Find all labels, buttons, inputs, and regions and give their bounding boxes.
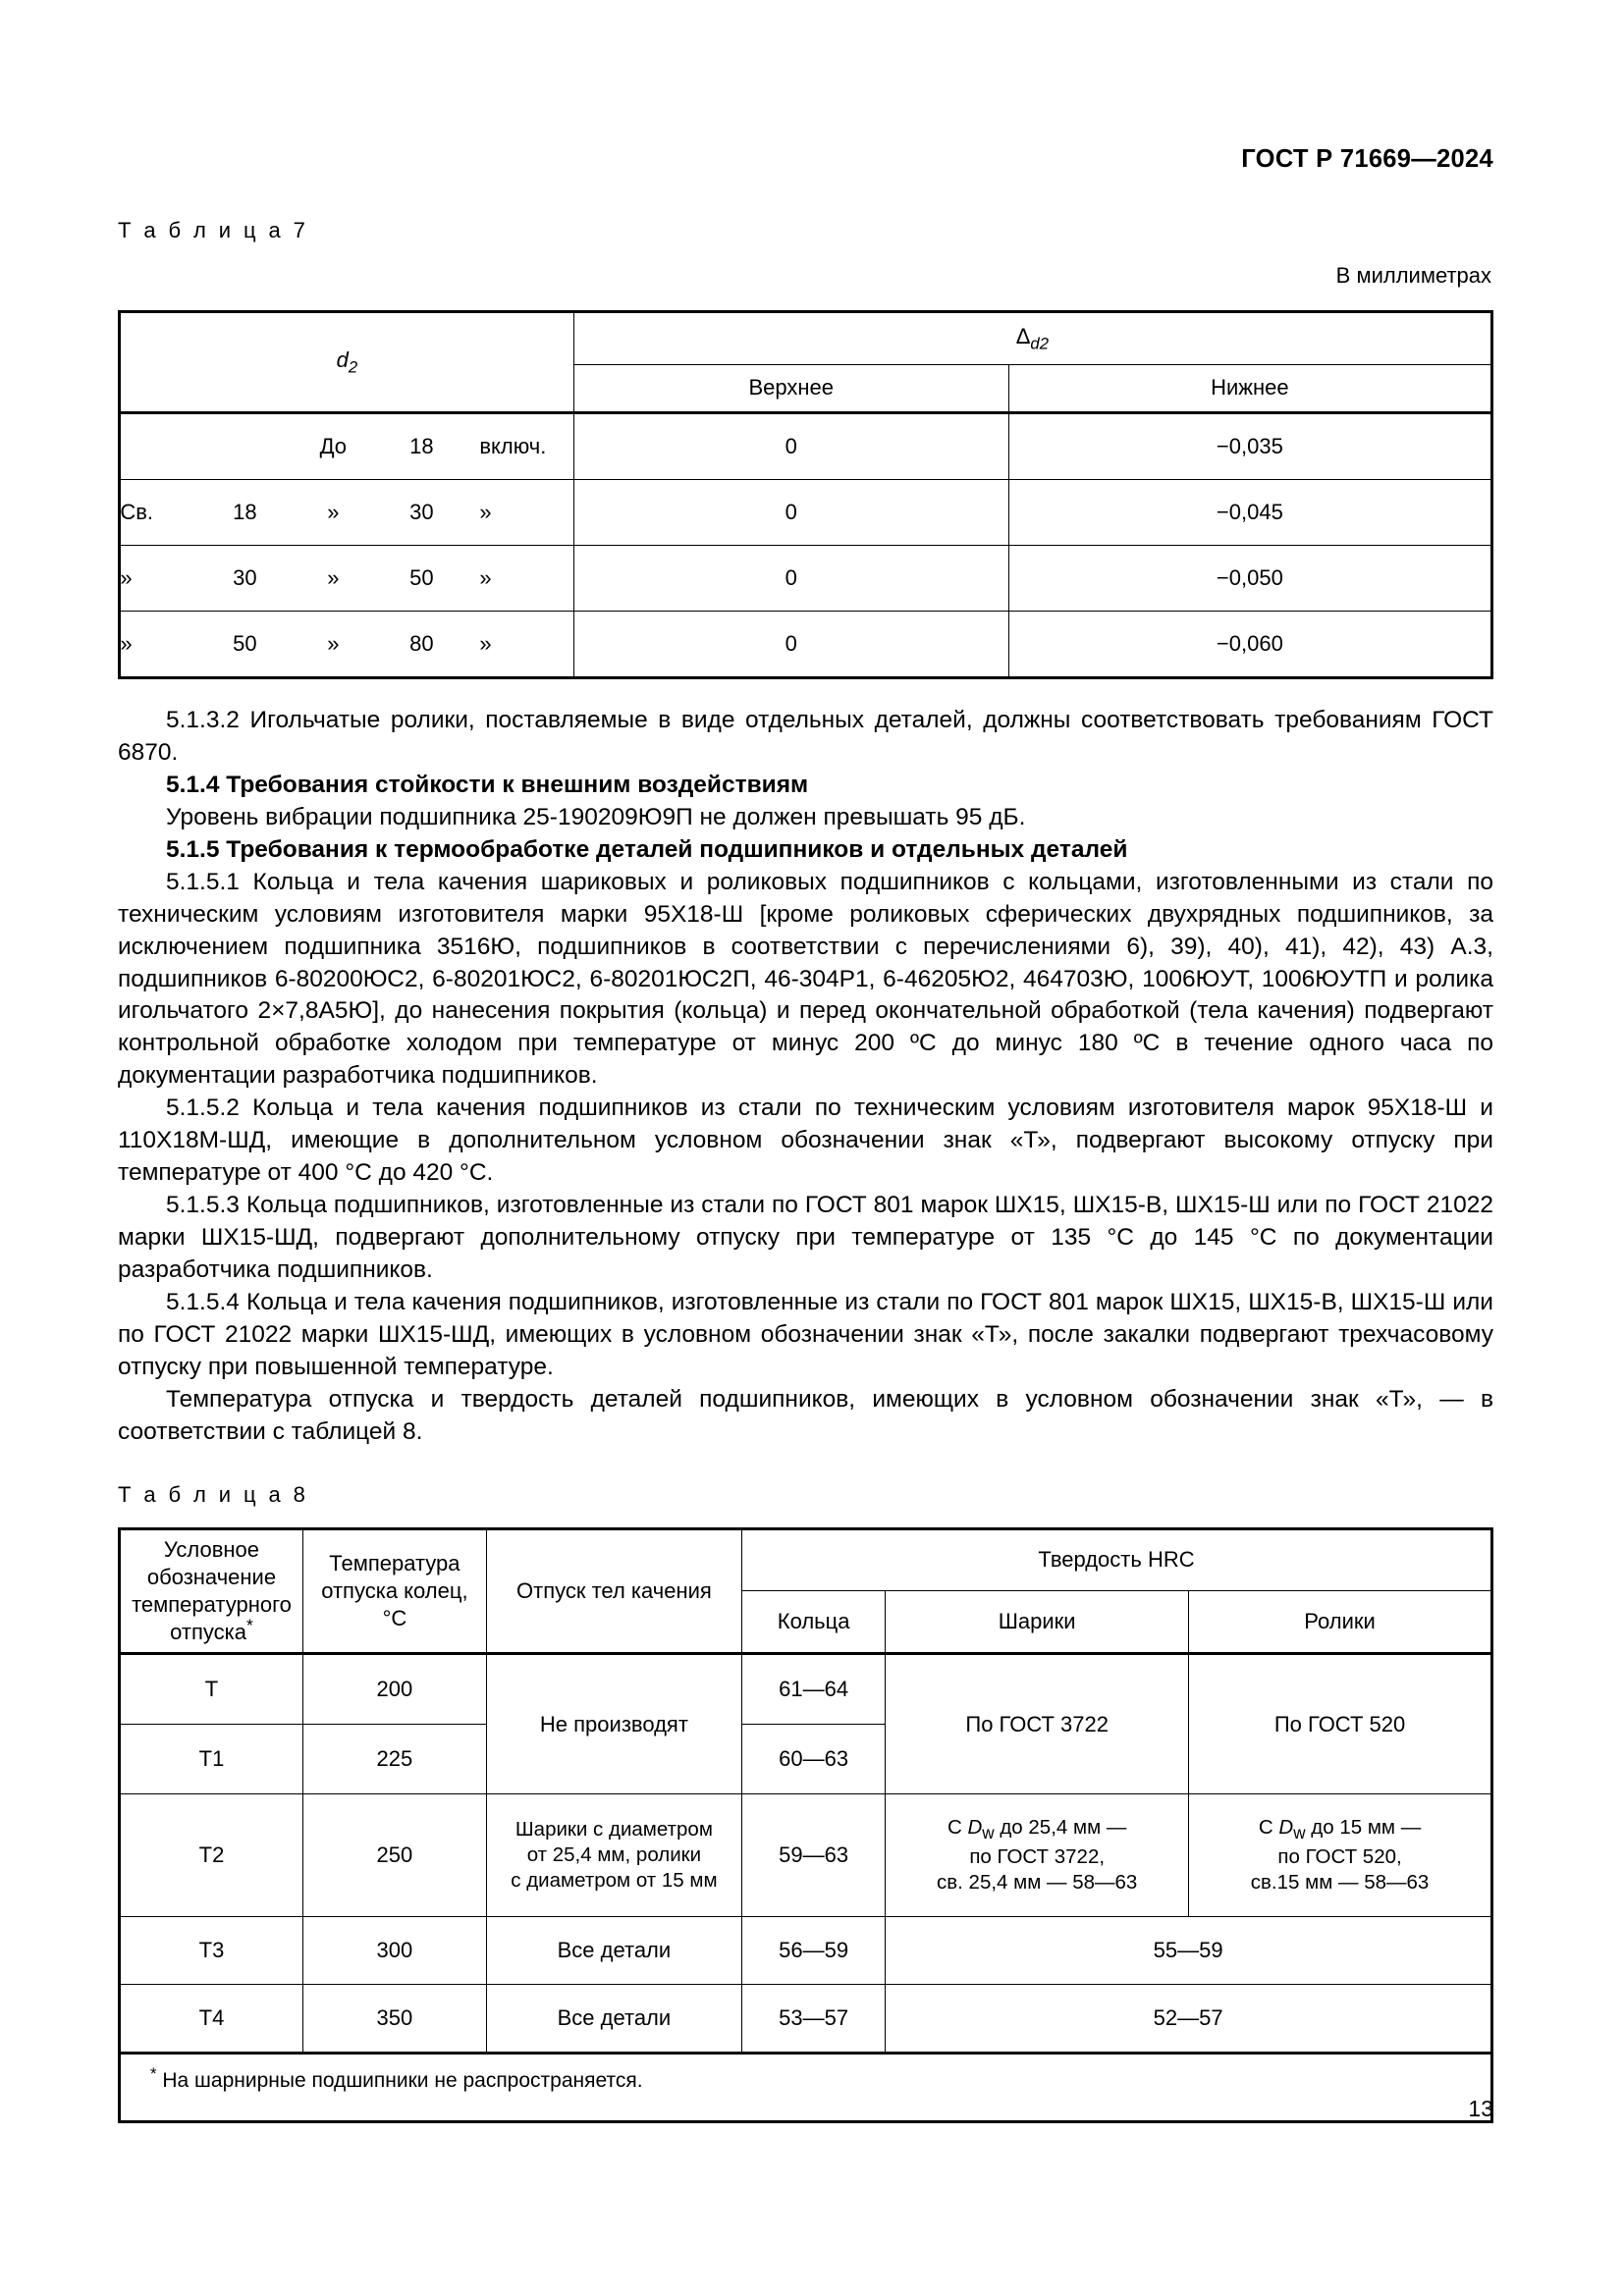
table7-r0-to: 18	[409, 433, 434, 458]
table8-r4-temperature: 350	[302, 1985, 486, 2054]
page-content	[118, 218, 1493, 2123]
table7-r0-op2: включ.	[479, 433, 547, 458]
table8-r2-tempering-line3: с диаметром от 15 мм	[511, 1869, 718, 1893]
table7-r0-lower: −0,035	[1008, 413, 1491, 480]
table8-r2-balls-suffix: до 25,4 мм —	[994, 1815, 1127, 1839]
table7-r2-to: 50	[409, 564, 434, 590]
table-row	[120, 612, 1492, 678]
table8-r2-rollers-symbol: D	[1278, 1815, 1294, 1839]
table8-r3-balls-rollers: 55—59	[886, 1917, 1492, 1985]
table8-header-hardness-group: Твердость HRC	[741, 1528, 1491, 1591]
clause-5-1-3-2: 5.1.3.2 Игольчатые ролики, поставляемые в виде отдельных деталей, должны соответствовать требованиям ГОСТ 6870.	[118, 707, 1493, 766]
table7-r1-lower: −0,045	[1008, 480, 1491, 546]
table8-r2-balls-prefix: С	[947, 1815, 968, 1839]
table8-header-rollers: Ролики	[1189, 1591, 1492, 1654]
table-row	[120, 1794, 1492, 1917]
table7-r2-op1: »	[327, 564, 340, 590]
table7-range-cell	[120, 546, 574, 612]
table8-r0-tempering: Не производят	[486, 1654, 741, 1794]
table7-r3-op1: »	[327, 630, 340, 656]
table-row	[120, 480, 1492, 546]
table8-r1-designation: Т1	[120, 1725, 303, 1794]
table-row	[120, 1985, 1492, 2054]
table7-r2-op2: »	[479, 564, 492, 590]
table8-caption: Т а б л и ц а 8	[118, 1481, 309, 1507]
table7-r1-pre: Св.	[120, 499, 154, 524]
table-row	[120, 546, 1492, 612]
table7	[118, 310, 1493, 679]
table7-header-d2: $d_2$	[120, 312, 574, 413]
table8-r4-tempering: Все детали	[486, 1985, 741, 2054]
table8-r2-balls	[886, 1794, 1189, 1917]
table8-r4-balls-rollers: 52—57	[886, 1985, 1492, 2054]
table7-r3-op2: »	[479, 630, 492, 656]
table8-header-designation-label: Условное обозначение температурного отпуска	[132, 1536, 292, 1645]
table7-header-delta: $\Delta_{d2}$	[573, 312, 1491, 365]
table7-r1-op2: »	[479, 499, 492, 524]
table8-footnote-row	[120, 2054, 1492, 2122]
table-row	[120, 413, 1492, 480]
table8-r3-rings: 56—59	[741, 1917, 885, 1985]
table7-units-note: В миллиметрах	[1335, 263, 1491, 288]
table7-r0-upper: 0	[573, 413, 1008, 480]
table7-r3-from: 50	[233, 630, 257, 656]
table8-r0-balls: По ГОСТ 3722	[886, 1654, 1189, 1794]
table7-caption: Т а б л и ц а 7	[118, 218, 309, 242]
table8-r0-temperature: 200	[302, 1654, 486, 1725]
table8-r4-designation: Т4	[120, 1985, 303, 2054]
table8-r2-balls-subscript: w	[982, 1824, 995, 1843]
table7-r2-lower: −0,050	[1008, 546, 1491, 612]
table8-r4-rings: 53—57	[741, 1985, 885, 2054]
table7-r2-upper: 0	[573, 546, 1008, 612]
table8-r2-rollers-subscript: w	[1293, 1824, 1306, 1843]
clause-5-1-4-text: Уровень вибрации подшипника 25-190209Ю9П не должен превышать 95 дБ.	[166, 803, 1026, 830]
table8-r2-rollers-prefix: С	[1258, 1815, 1279, 1839]
document-standard-id: ГОСТ Р 71669—2024	[1241, 145, 1493, 173]
table8-r2-balls-line3: св. 25,4 мм — 58—63	[937, 1871, 1138, 1895]
table7-range-cell	[120, 612, 574, 678]
table7-r1-from: 18	[233, 499, 257, 524]
table7-r2-from: 30	[233, 564, 257, 590]
table8-footnote-text: На шарнирные подшипники не распространяется.	[162, 2069, 643, 2093]
footnote-marker: *	[245, 1615, 253, 1635]
table8-r2-rollers-line3: св.15 мм — 58—63	[1250, 1871, 1430, 1895]
table8-header-temperature: Температура отпуска колец, °С	[302, 1528, 486, 1654]
table8-r2-rollers-line2: по ГОСТ 520,	[1277, 1844, 1402, 1868]
table8-r2-tempering-line2: от 25,4 мм, ролики	[526, 1843, 702, 1867]
table8-r3-designation: Т3	[120, 1917, 303, 1985]
table8-r1-rings: 60—63	[741, 1725, 885, 1794]
table7-r3-to: 80	[409, 630, 434, 656]
clause-5-1-5-2: 5.1.5.2 Кольца и тела качения подшипников из стали по техническим условиям изготовителя марок 95Х18-Ш и 110Х18М-ШД, имеющие в дополнительном условном обозначении знак «Т», подвергают высокому отпуску при температуре от 400 °С до 420 °С.	[118, 1095, 1493, 1187]
heading-5-1-4: 5.1.4 Требования стойкости к внешним воздействиям	[166, 771, 809, 798]
table7-r3-pre: »	[120, 630, 133, 656]
table7-r3-lower: −0,060	[1008, 612, 1491, 678]
table7-r1-op1: »	[327, 499, 340, 524]
table8-header-tempering: Отпуск тел качения	[486, 1528, 741, 1654]
table8-r0-designation: Т	[120, 1654, 303, 1725]
table7-r0-op1: До	[319, 433, 348, 458]
clause-table8-reference: Температура отпуска и твердость деталей подшипников, имеющих в условном обозначении знак «Т», — в соответствии с таблицей 8.	[118, 1385, 1493, 1445]
table8-r2-rollers	[1189, 1794, 1492, 1917]
table8-r2-designation: Т2	[120, 1794, 303, 1917]
table7-r3-upper: 0	[573, 612, 1008, 678]
table8-r3-tempering: Все детали	[486, 1917, 741, 1985]
table8-r2-balls-symbol: D	[967, 1815, 983, 1839]
table-row	[120, 1654, 1492, 1725]
table8-r3-temperature: 300	[302, 1917, 486, 1985]
table8-header-balls: Шарики	[886, 1591, 1189, 1654]
table8-r0-rollers: По ГОСТ 520	[1189, 1654, 1492, 1794]
table7-header-lower: Нижнее	[1008, 364, 1491, 412]
heading-5-1-5: 5.1.5 Требования к термообработке деталей подшипников и отдельных деталей	[166, 835, 1128, 863]
table8-footnote	[120, 2054, 1492, 2122]
table7-r1-upper: 0	[573, 480, 1008, 546]
table8-r2-tempering	[486, 1794, 741, 1917]
table7-r2-pre: »	[120, 564, 133, 590]
table8-r2-rings: 59—63	[741, 1794, 885, 1917]
table8-header-designation	[120, 1528, 303, 1654]
clause-5-1-5-3: 5.1.5.3 Кольца подшипников, изготовленные из стали по ГОСТ 801 марок ШХ15, ШХ15-В, ШХ15-Ш или по ГОСТ 21022 марки ШХ15-ШД, подвергают дополнительному отпуску при температуре от 135 °С до 145 °С по документации разработчика подшипников.	[118, 1192, 1493, 1283]
clause-5-1-5-4: 5.1.5.4 Кольца и тела качения подшипников, изготовленные из стали по ГОСТ 801 марок ШХ15, ШХ15-В, ШХ15-Ш или по ГОСТ 21022 марки ШХ15-ШД, имеющих в условном обозначении знак «Т», после закалки подвергают трехчасовому отпуску при повышенной температуре.	[118, 1288, 1493, 1380]
page-number: 13	[1468, 2096, 1493, 2121]
body-text	[118, 705, 1493, 1449]
table8	[118, 1527, 1493, 2124]
table7-range-cell	[120, 480, 574, 546]
table8-r2-rollers-suffix: до 15 мм —	[1305, 1815, 1422, 1839]
table8-r1-temperature: 225	[302, 1725, 486, 1794]
table8-header-rings: Кольца	[741, 1591, 885, 1654]
table8-r2-temperature: 250	[302, 1794, 486, 1917]
table-row	[120, 1917, 1492, 1985]
table7-header-row-1	[120, 312, 1492, 365]
table7-range-cell	[120, 413, 574, 480]
footnote-marker: *	[150, 2064, 157, 2084]
table8-header-row-1	[120, 1528, 1492, 1591]
table7-header-upper: Верхнее	[573, 364, 1008, 412]
clause-5-1-5-1: 5.1.5.1 Кольца и тела качения шариковых и роликовых подшипников с кольцами, изготовленными из стали по техническим условиям изготовителя марки 95Х18-Ш [кроме роликовых сферических двухрядных подшипников, за исключением подшипника 3516Ю, подшипников в соответствии с перечислениями 6), 39), 40), 41), 42), 43) А.3, подшипников 6-80200ЮС2, 6-80201ЮС2, 6-80201ЮС2П, 46-304Р1, 6-46205Ю2, 464703Ю, 1006ЮУТ, 1006ЮУТП и ролика игольчатого 2×7,8А5Ю], до нанесения покрытия (кольца) и перед окончательной обработкой (тела качения) подвергают контрольной обработке холодом при температуре от минус 200 ºС до минус 180 ºС в течение одного часа по документации разработчика подшипников.	[118, 868, 1493, 1090]
table8-r0-rings: 61—64	[741, 1654, 885, 1725]
table8-r2-balls-line2: по ГОСТ 3722,	[969, 1844, 1106, 1868]
table7-r1-to: 30	[409, 499, 434, 524]
table8-r2-tempering-line1: Шарики с диаметром	[514, 1817, 713, 1841]
